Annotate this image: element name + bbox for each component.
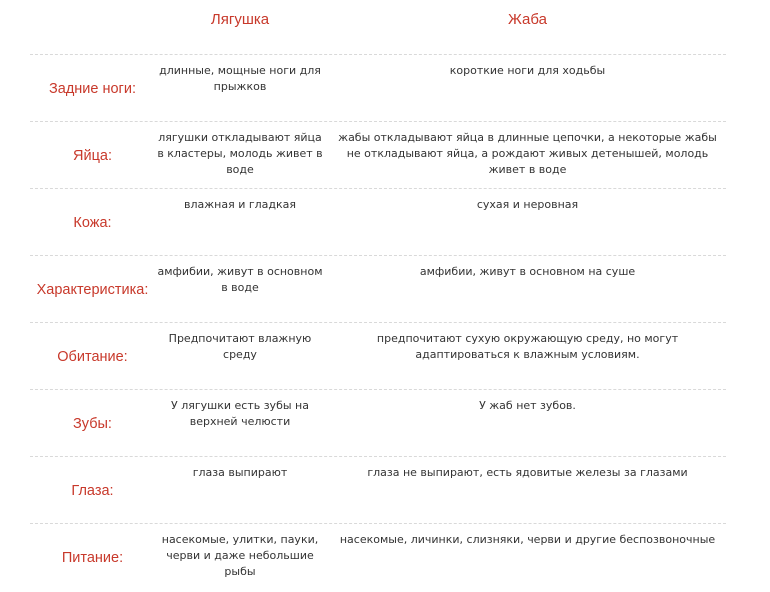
table-row — [30, 456, 726, 523]
frog-cell: амфибии, живут в основном в воде — [157, 265, 323, 294]
row-label: Питание: — [61, 550, 124, 566]
row-label: Задние ноги: — [49, 81, 136, 97]
row-label: Глаза: — [71, 483, 114, 499]
row-label: Зубы: — [73, 416, 112, 432]
comparison-table — [30, 54, 726, 590]
frog-cell: глаза выпирают — [192, 466, 288, 479]
column-title-toad: Жаба — [508, 11, 547, 28]
frog-cell: лягушки откладывают яйца в кластеры, молодь живет в воде — [157, 131, 323, 176]
row-label: Яйца: — [73, 148, 112, 164]
frog-cell: длинные, мощные ноги для прыжков — [159, 64, 321, 93]
table-row — [30, 389, 726, 456]
column-title-frog: Лягушка — [210, 11, 270, 28]
frog-cell: насекомые, улитки, пауки, черви и даже небольшие рыбы — [161, 533, 319, 578]
frog-cell: влажная и гладкая — [183, 198, 296, 211]
frog-cell: Предпочитают влажную среду — [168, 332, 312, 361]
toad-cell: насекомые, личинки, слизняки, черви и другие беспозвоночные — [339, 533, 716, 546]
row-label: Обитание: — [57, 349, 128, 365]
table-row — [30, 54, 726, 121]
toad-cell: жабы откладывают яйца в длинные цепочки, а некоторые жабы не откладывают яйца, а рождают живых детенышей, молодь живет в воде — [338, 131, 717, 176]
table-row — [30, 188, 726, 255]
table-row — [30, 255, 726, 322]
toad-cell: У жаб нет зубов. — [479, 399, 576, 412]
table-row — [30, 322, 726, 389]
toad-cell: амфибии, живут в основном на суше — [419, 265, 636, 278]
row-label: Кожа: — [73, 215, 112, 231]
toad-cell: глаза не выпирают, есть ядовитые железы за глазами — [367, 466, 688, 479]
toad-cell: сухая и неровная — [476, 198, 579, 211]
table-row — [30, 523, 726, 590]
table-header — [0, 0, 770, 40]
frog-cell: У лягушки есть зубы на верхней челюсти — [171, 399, 309, 428]
toad-cell: короткие ноги для ходьбы — [449, 64, 606, 77]
row-label: Характеристика: — [36, 282, 149, 298]
toad-cell: предпочитают сухую окружающую среду, но могут адаптироваться к влажным условиям. — [376, 332, 679, 361]
table-row — [30, 121, 726, 188]
